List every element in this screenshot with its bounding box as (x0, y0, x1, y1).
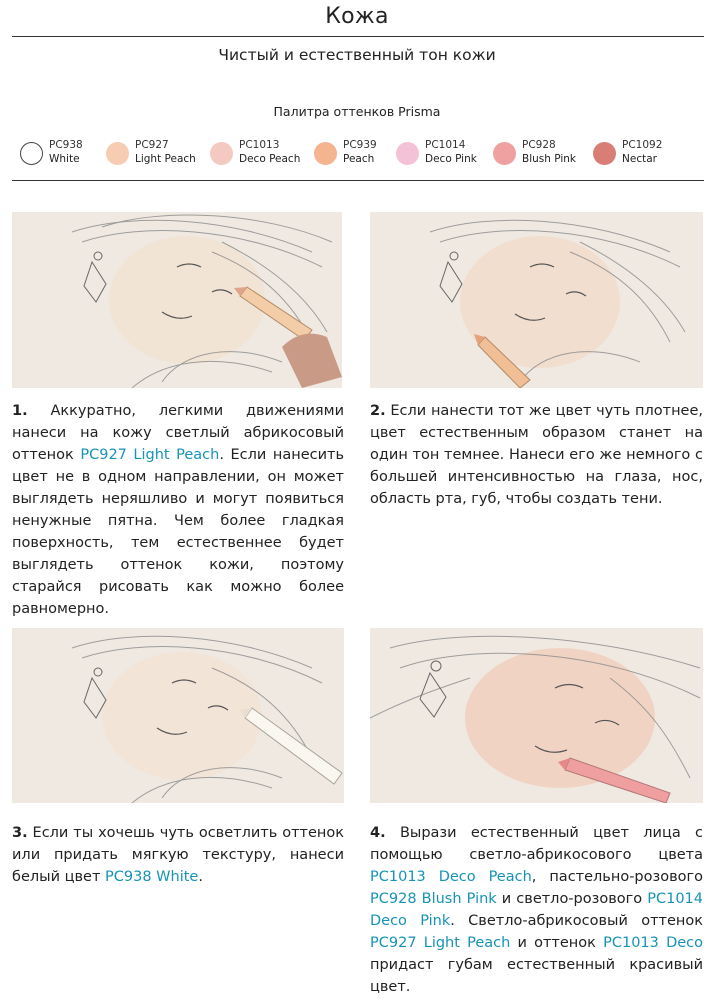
swatch-name: White (49, 153, 80, 165)
color-reference: PC927 Light Peach (370, 935, 511, 951)
step-number: 1. (12, 403, 28, 419)
swatch-name: Deco Peach (239, 153, 301, 165)
step-4-text (370, 822, 703, 998)
step-3-photo (12, 628, 344, 803)
step-text-part: и оттенок (510, 935, 604, 951)
swatch-pc1013 (210, 138, 300, 166)
step-text-part: Если нанести тот же цвет чуть плотнее, цвет естественным образом станет на один тон темнее. Нанеси его же немного с большей интенсивностью на глаза, нос, область рта, губ, чтобы создать тени. (370, 403, 704, 507)
step-number: 3. (12, 825, 28, 841)
page-subtitle: Чистый и естественный тон кожи (218, 46, 496, 64)
swatch-name: Deco Pink (425, 153, 477, 165)
step-2-text (370, 400, 703, 510)
step-1-photo (12, 212, 342, 388)
swatch-name: Peach (343, 153, 375, 165)
swatch-dot (210, 142, 233, 165)
swatch-code: PC938 (49, 139, 83, 151)
swatch-dot (493, 142, 516, 165)
swatch-code: PC1092 (622, 139, 663, 151)
step-number: 2. (370, 403, 386, 419)
step-text-part: Вырази естественный цвет лица с помощью светло-абрикосового цвета (370, 825, 703, 863)
swatch-pc938 (20, 138, 83, 166)
color-reference: PC1013 Deco (603, 935, 703, 951)
swatch-code: PC1013 (239, 139, 280, 151)
page-title: Кожа (325, 4, 389, 29)
swatch-dot (106, 142, 129, 165)
step-text-part: . Если нанесить цвет не в одном направлении, он может выглядеть неряшливо и могут появиться ненужные пятна. Чем более гладкая поверхность, тем естественнее будет выглядеть оттенок кожи, поэтому старайся рисовать как можно более равномерно. (12, 447, 345, 617)
swatch-dot (593, 142, 616, 165)
step-text-part: придаст губам естественный красивый цвет. (370, 957, 703, 995)
color-reference: PC1013 Deco Peach (370, 869, 532, 885)
palette-swatches (20, 138, 700, 172)
swatch-pc927 (106, 138, 196, 166)
step-text-part: Аккуратно, легкими движениями нанеси на кожу светлый абрикосовый оттенок (12, 403, 344, 463)
color-reference: PC927 Light Peach (80, 447, 220, 463)
swatch-code: PC1014 (425, 139, 466, 151)
step-1-text (12, 400, 344, 620)
step-text-part: . Светло-абрикосовый оттенок (450, 913, 703, 929)
swatch-pc939 (314, 138, 377, 166)
swatch-dot (20, 142, 43, 165)
step-text-part: . (198, 869, 203, 885)
color-reference: PC938 White (105, 869, 199, 885)
step-3-text (12, 822, 344, 888)
swatch-code: PC927 (135, 139, 169, 151)
swatch-name: Blush Pink (522, 153, 576, 165)
swatch-code: PC939 (343, 139, 377, 151)
swatch-dot (396, 142, 419, 165)
color-reference: PC1014 Deco Pink (370, 891, 703, 929)
color-reference: PC928 Blush Pink (370, 891, 497, 907)
step-2-photo (370, 212, 703, 388)
swatch-pc1014 (396, 138, 477, 166)
step-text-part: и светло-розового (496, 891, 648, 907)
palette-title: Палитра оттенков Prisma (273, 104, 441, 119)
step-number: 4. (370, 825, 386, 841)
swatch-dot (314, 142, 337, 165)
swatch-pc1092 (593, 138, 662, 166)
palette-divider (12, 180, 704, 181)
swatch-pc928 (493, 138, 576, 166)
swatch-name: Light Peach (135, 153, 196, 165)
step-text-part: , пастельно-розового (531, 869, 703, 885)
swatch-code: PC928 (522, 139, 556, 151)
swatch-name: Nectar (622, 153, 657, 165)
step-text-part: Если ты хочешь чуть осветлить оттенок или придать мягкую текстуру, нанеси белый цвет (12, 825, 344, 885)
title-divider (12, 36, 704, 37)
step-4-photo (370, 628, 703, 803)
